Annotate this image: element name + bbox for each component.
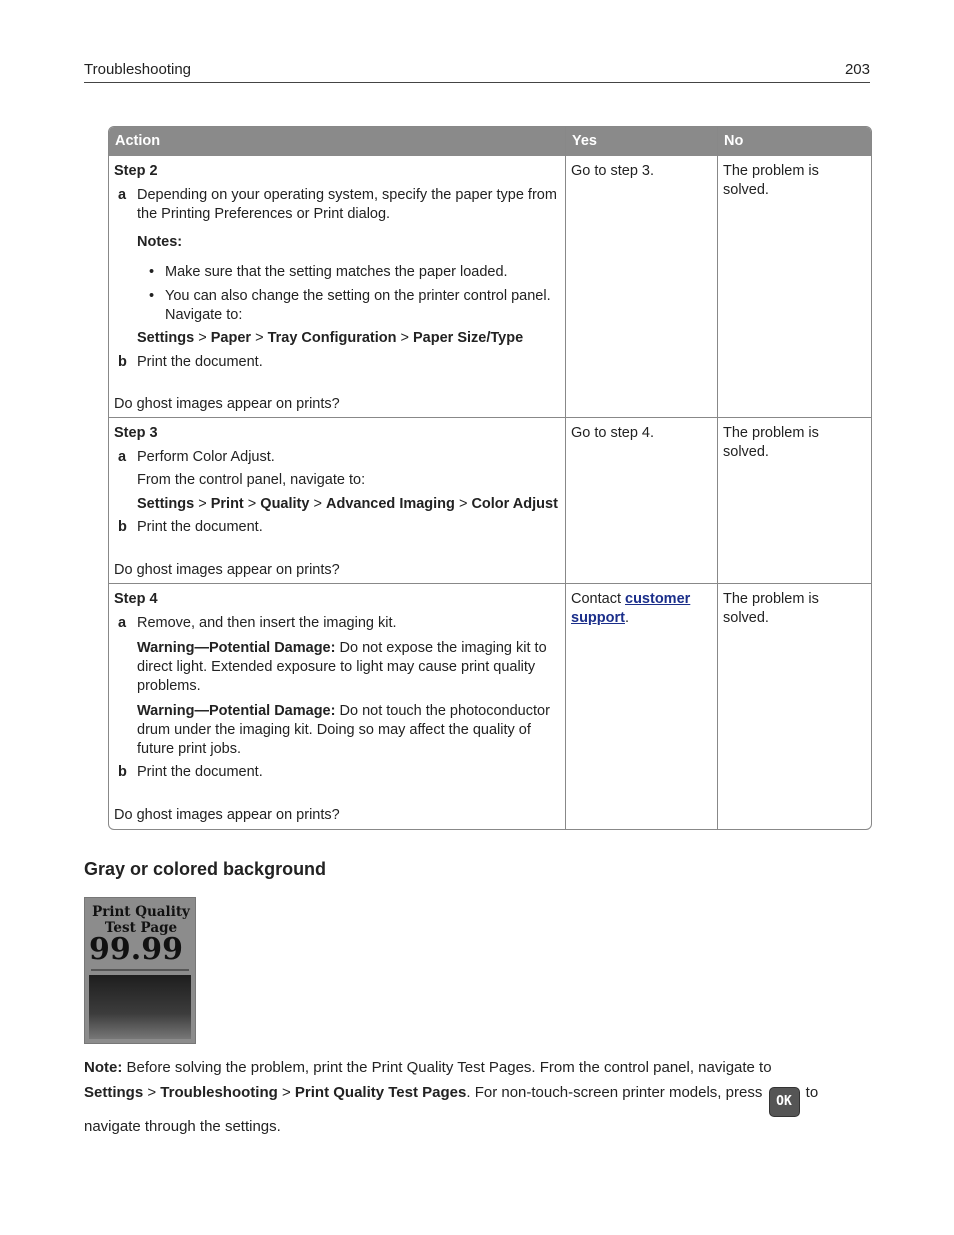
col-header-action: Action — [109, 127, 566, 156]
step3-action-cell — [109, 418, 565, 584]
step2-notes-label: Notes: — [137, 234, 183, 250]
page-number: 203 — [844, 61, 870, 78]
step2-yes: Go to step 3. — [571, 163, 655, 179]
step3-title: Step 3 — [114, 425, 158, 441]
header-section-title: Troubleshooting — [84, 61, 192, 78]
col-header-yes: Yes — [566, 127, 718, 156]
step2-item-b: b Print the document. — [118, 354, 263, 370]
step4-title: Step 4 — [114, 591, 158, 607]
step2-question: Do ghost images appear on prints? — [114, 396, 340, 412]
step3-question: Do ghost images appear on prints? — [114, 562, 340, 578]
col-header-no: No — [718, 127, 871, 156]
step4-warning-2: Warning—Potential Damage: Do not touch the photoconductor drum under the imaging kit. Doing so may affect the quality of future print jobs. — [137, 703, 550, 757]
step4-action-cell — [109, 584, 565, 829]
customer-support-link[interactable]: customer support — [571, 591, 691, 626]
note-paragraph: Note: Before solving the problem, print the Print Quality Test Pages. From the control panel, navigate to — [84, 1059, 772, 1076]
step3-no: The problem is solved. — [723, 425, 819, 460]
step4-warning-1: Warning—Potential Damage: Do not expose the imaging kit to direct light. Extended exposure to light may cause print quality problems. — [137, 640, 547, 694]
step3-item-a: a Perform Color Adjust. — [118, 449, 275, 465]
page-header — [84, 61, 870, 83]
step2-item-a: a Depending on your operating system, specify the paper type from the Printing Preferences or Print dialog. — [118, 187, 557, 222]
step3-item-b: b Print the document. — [118, 519, 263, 535]
ok-button-icon: OK — [769, 1087, 800, 1117]
step4-yes: Contact customer support. — [571, 591, 691, 626]
step2-no: The problem is solved. — [723, 163, 819, 198]
step2-action-cell — [109, 156, 565, 418]
step3-subtext: From the control panel, navigate to: — [137, 472, 366, 488]
step2-bullet-1: • Make sure that the setting matches the paper loaded. — [149, 264, 508, 280]
note-label: Note: — [84, 1059, 123, 1076]
step3-menu-path: Settings > Print > Quality > Advanced Imaging > Color Adjust — [137, 496, 558, 512]
step2-menu-path: Settings > Paper > Tray Configuration > Paper Size/Type — [137, 330, 524, 346]
gray-background-sample-image: Print Quality Test Page 99.99 — [84, 897, 196, 1044]
note-paragraph-continued: Settings > Troubleshooting > Print Quality Test Pages. For non-touch-screen printer models, press OK to navigate through the settings. — [84, 1084, 819, 1135]
section-heading: Gray or colored background — [84, 859, 327, 879]
step2-bullet-2: • You can also change the setting on the printer control panel. Navigate to: — [149, 288, 551, 323]
step4-no: The problem is solved. — [723, 591, 819, 626]
step4-item-b: b Print the document. — [118, 764, 263, 780]
step2-title: Step 2 — [114, 163, 158, 179]
troubleshooting-table — [108, 126, 872, 830]
step4-item-a: a Remove, and then insert the imaging kit. — [118, 615, 397, 631]
step4-question: Do ghost images appear on prints? — [114, 807, 340, 823]
step3-yes: Go to step 4. — [571, 425, 655, 441]
